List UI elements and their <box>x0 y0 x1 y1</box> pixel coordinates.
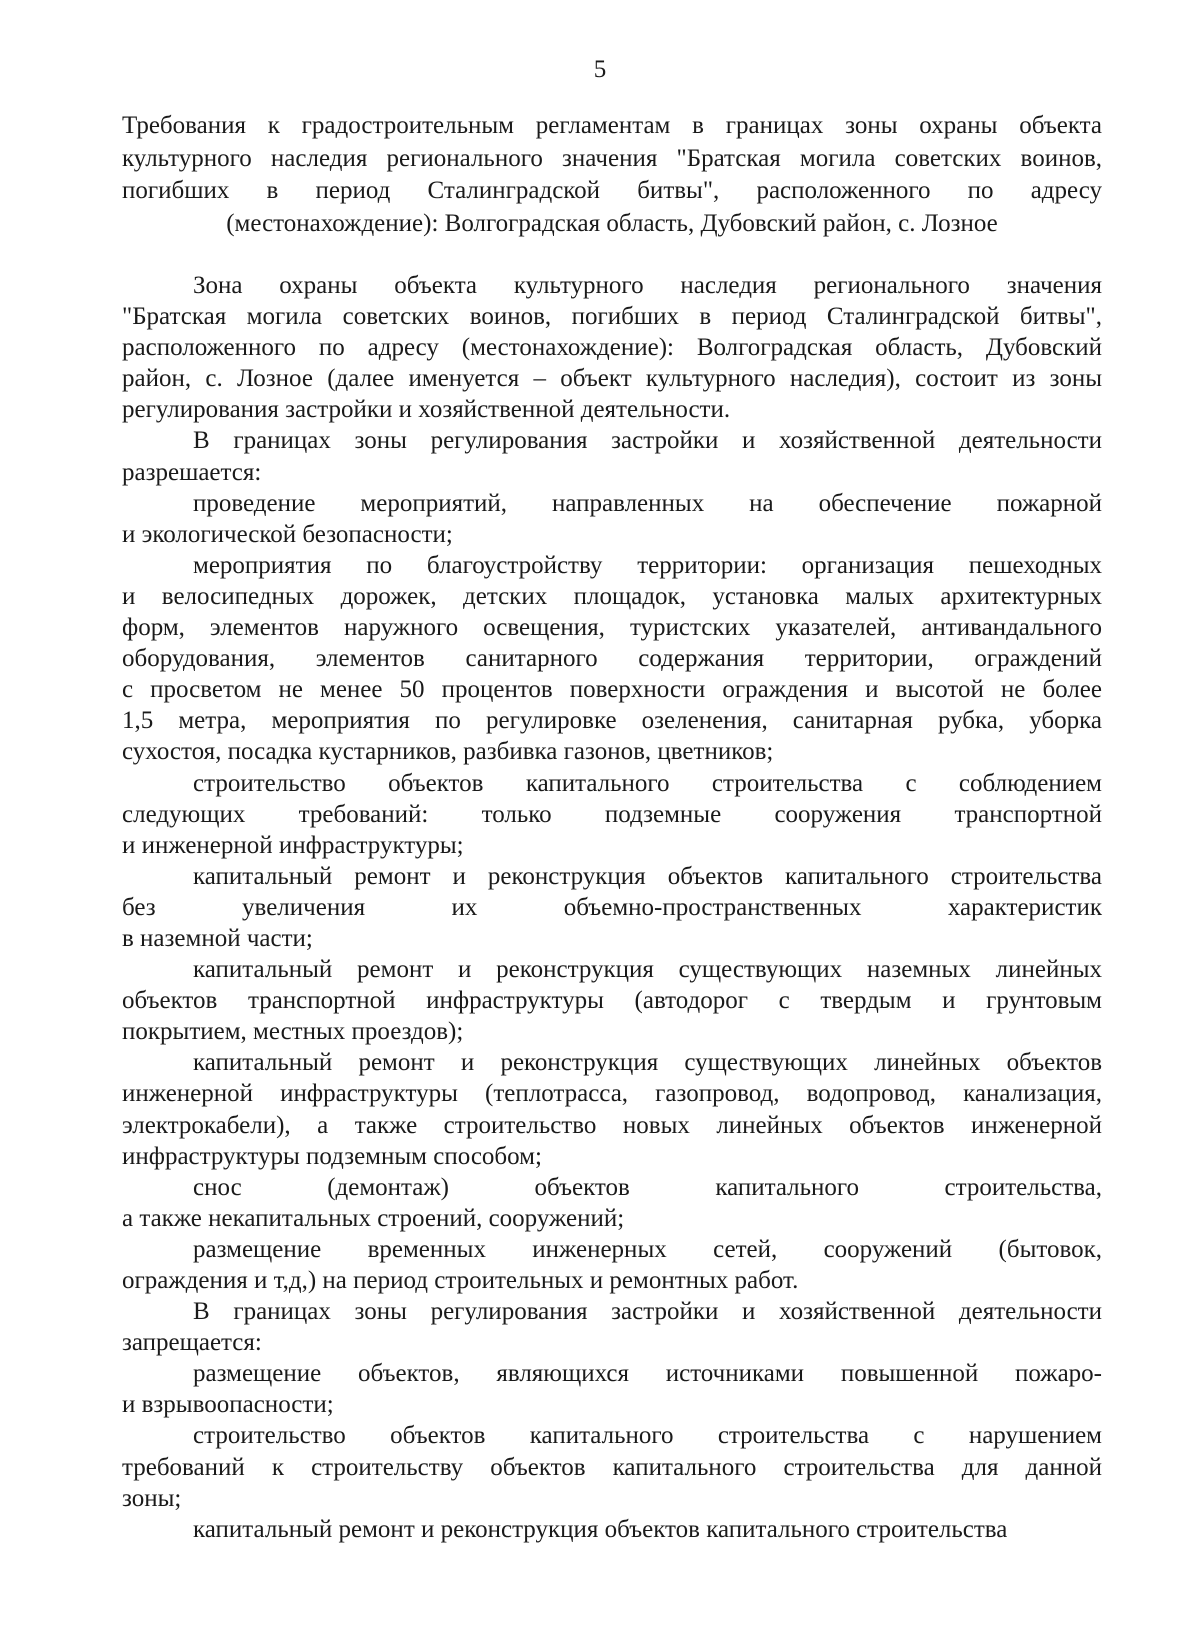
paragraph <box>122 550 1102 768</box>
paragraph-line: без увеличения их объемно-пространственных характеристик <box>122 893 1102 921</box>
paragraph-line: ограждения и т,д,) на период строительных и ремонтных работ. <box>122 1267 799 1294</box>
paragraph-line: электрокабели), а также строительство новых линейных объектов инженерной <box>122 1111 1102 1139</box>
paragraph-line: сухостоя, посадка кустарников, разбивка газонов, цветников; <box>122 738 774 766</box>
paragraph-line: и велосипедных дорожек, детских площадок, установка малых архитектурных <box>122 582 1102 610</box>
paragraph <box>122 768 1102 861</box>
title-line: Требования к градостроительным регламентам в границах зоны охраны объекта <box>122 112 1102 139</box>
title-line: культурного наследия регионального значения "Братская могила советских воинов, <box>122 144 1102 172</box>
paragraph <box>122 425 1102 487</box>
paragraph-line: следующих требований: только подземные сооружения транспортной <box>122 800 1102 828</box>
paragraph-line: и экологической безопасности; <box>122 520 453 548</box>
paragraph-line: В границах зоны регулирования застройки и хозяйственной деятельности <box>193 427 1102 455</box>
paragraph <box>122 1234 1102 1296</box>
page-number: 5 <box>593 56 607 83</box>
paragraph-line: "Братская могила советских воинов, погибших в период Сталинградской битвы", <box>122 303 1102 331</box>
paragraph-line: капитальный ремонт и реконструкция объектов капитального строительства <box>193 862 1102 890</box>
paragraph-line: форм, элементов наружного освещения, туристских указателей, антивандального <box>122 614 1102 642</box>
paragraph-line: снос (демонтаж) объектов капитального строительства, <box>193 1173 1102 1201</box>
paragraph-line: покрытием, местных проездов); <box>122 1018 464 1046</box>
paragraph <box>122 1172 1102 1234</box>
paragraph-line: размещение временных инженерных сетей, сооружений (бытовок, <box>193 1235 1102 1263</box>
paragraph-line: расположенного по адресу (местонахождение): Волгоградская область, Дубовский <box>122 334 1102 362</box>
paragraph-line: капитальный ремонт и реконструкция объектов капитального строительства <box>193 1515 1008 1543</box>
paragraph-line: инженерной инфраструктуры (теплотрасса, газопровод, водопровод, канализация, <box>122 1080 1102 1108</box>
paragraph <box>122 1420 1102 1513</box>
paragraph <box>122 1358 1102 1420</box>
paragraph-line: и инженерной инфраструктуры; <box>122 831 464 859</box>
paragraph-line: а также некапитальных строений, сооружений; <box>122 1204 625 1232</box>
paragraph-line: с просветом не менее 50 процентов поверхности ограждения и высотой не более <box>122 676 1102 704</box>
paragraph <box>122 1296 1102 1358</box>
paragraph-line: оборудования, элементов санитарного содержания территории, ограждений <box>122 645 1102 673</box>
paragraph-line: капитальный ремонт и реконструкция существующих наземных линейных <box>193 956 1102 984</box>
paragraph-line: запрещается: <box>122 1329 262 1357</box>
paragraph-line: район, с. Лозное (далее именуется – объект культурного наследия), состоит из зоны <box>122 365 1102 393</box>
paragraph-line: проведение мероприятий, направленных на обеспечение пожарной <box>193 489 1102 517</box>
paragraph <box>122 1047 1102 1171</box>
paragraph-line: в наземной части; <box>122 924 313 952</box>
paragraph-line: зоны; <box>122 1484 182 1512</box>
paragraph <box>122 270 1102 425</box>
paragraph-line: разрешается: <box>122 458 262 486</box>
document-body <box>122 270 1102 1545</box>
paragraph <box>122 861 1102 954</box>
paragraph-line: Зона охраны объекта культурного наследия регионального значения <box>193 272 1102 299</box>
paragraph <box>122 488 1102 550</box>
paragraph-line: размещение объектов, являющихся источниками повышенной пожаро- <box>193 1360 1102 1388</box>
document-title <box>122 110 1102 240</box>
paragraph-line: и взрывоопасности; <box>122 1391 334 1419</box>
title-line: погибших в период Сталинградской битвы", расположенного по адресу <box>122 177 1102 204</box>
paragraph-line: мероприятия по благоустройству территории: организация пешеходных <box>193 551 1102 579</box>
title-line: (местонахождение): Волгоградская область, Дубовский район, с. Лозное <box>226 209 998 237</box>
paragraph-line: капитальный ремонт и реконструкция существующих линейных объектов <box>193 1049 1102 1077</box>
paragraph <box>122 954 1102 1047</box>
paragraph <box>122 1514 1102 1545</box>
paragraph-line: строительство объектов капитального строительства с соблюдением <box>193 769 1102 797</box>
paragraph-line: инфраструктуры подземным способом; <box>122 1142 542 1170</box>
paragraph-line: объектов транспортной инфраструктуры (автодорог с твердым и грунтовым <box>122 987 1102 1015</box>
paragraph-line: строительство объектов капитального строительства с нарушением <box>193 1422 1102 1450</box>
paragraph-line: 1,5 метра, мероприятия по регулировке озеленения, санитарная рубка, уборка <box>122 707 1102 735</box>
paragraph-line: требований к строительству объектов капитального строительства для данной <box>122 1453 1102 1481</box>
paragraph-line: В границах зоны регулирования застройки и хозяйственной деятельности <box>193 1298 1102 1326</box>
paragraph-line: регулирования застройки и хозяйственной деятельности. <box>122 396 731 424</box>
